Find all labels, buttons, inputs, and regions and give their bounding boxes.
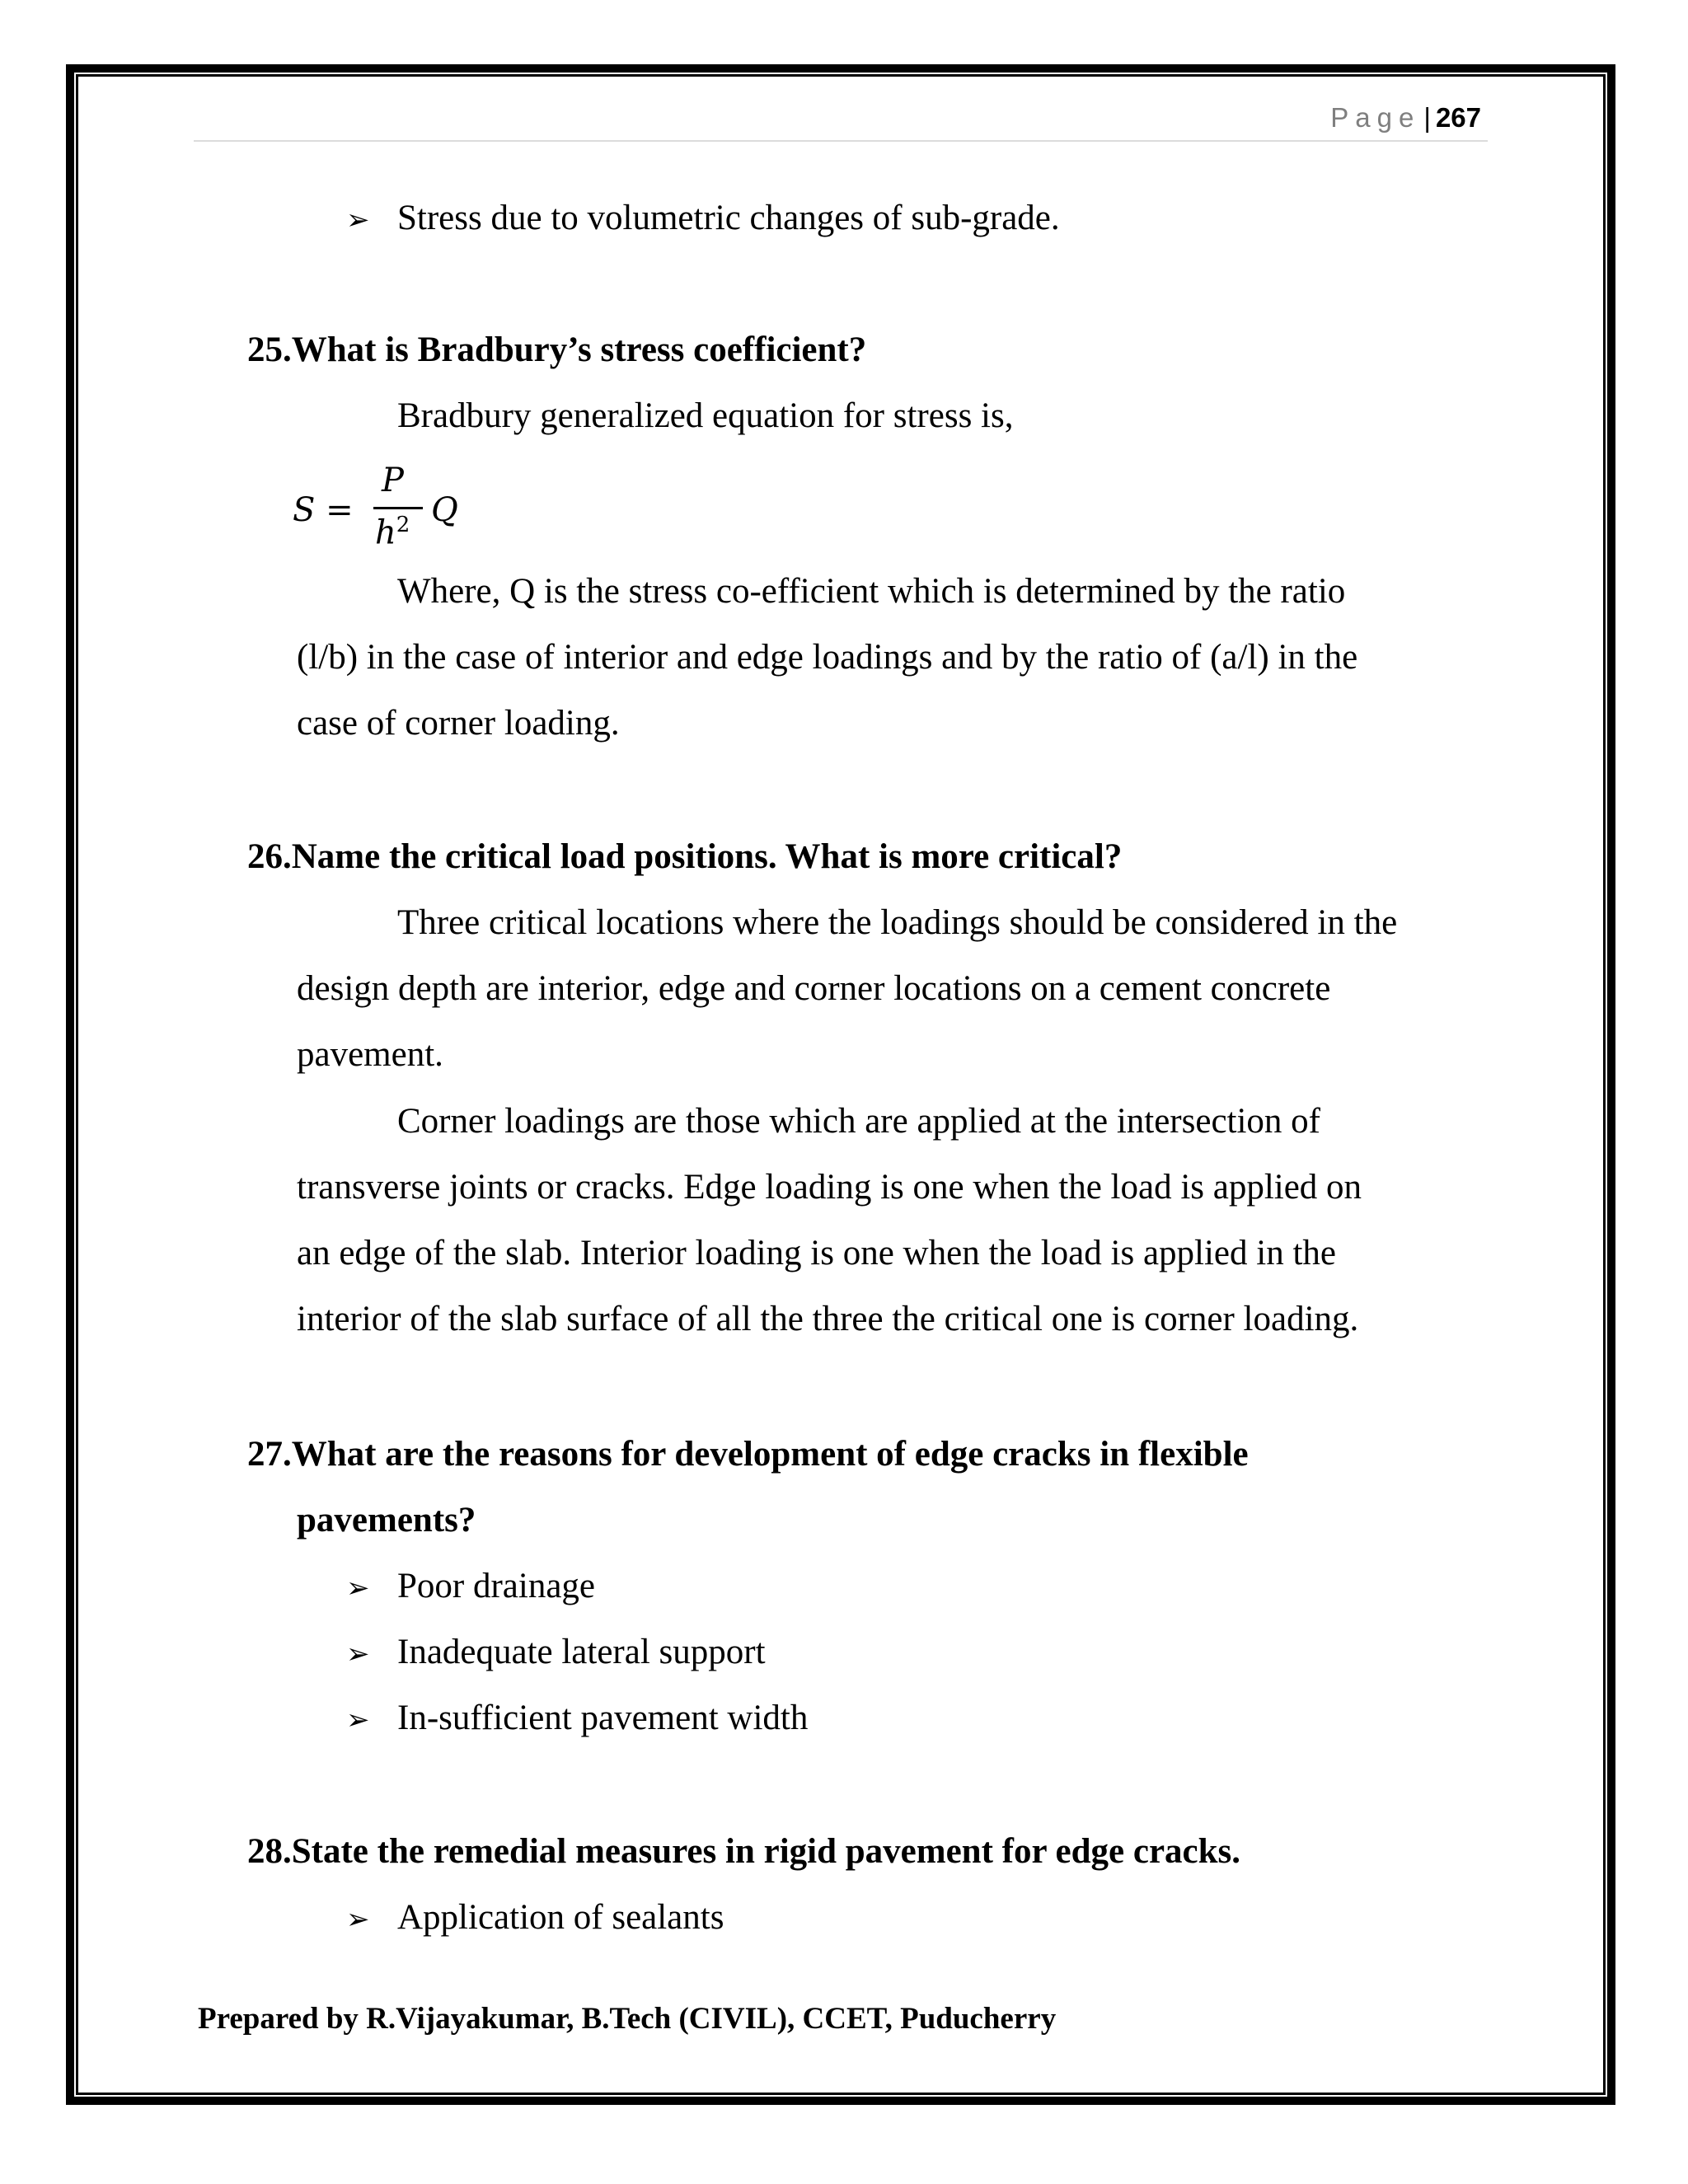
list-item-text: Poor drainage: [397, 1567, 596, 1605]
arrow-bullet-icon: ➢: [346, 1704, 370, 1736]
paragraph-line: Corner loadings are those which are applied at the intersection of: [397, 1102, 1320, 1141]
list-item: [346, 198, 1060, 238]
paragraph-line: transverse joints or cracks. Edge loading is one when the load is applied on: [297, 1168, 1362, 1207]
formula-exponent: 2: [396, 513, 410, 537]
page-header: [194, 97, 1488, 142]
arrow-bullet-icon: ➢: [346, 1903, 370, 1936]
formula-numerator: P: [382, 462, 404, 499]
list-item-text: Stress due to volumetric changes of sub-grade.: [397, 199, 1060, 237]
list-item-text: Inadequate lateral support: [397, 1633, 766, 1671]
page-number: 267: [1435, 102, 1481, 133]
paragraph-line: case of corner loading.: [297, 704, 620, 743]
list-item-text: In-sufficient pavement width: [397, 1699, 809, 1737]
paragraph-line: (l/b) in the case of interior and edge loadings and by the ratio of (a/l) in the: [297, 638, 1358, 677]
question-27-title-cont: pavements?: [297, 1501, 476, 1540]
page-number-block: [1330, 102, 1481, 134]
list-item: [346, 1632, 766, 1672]
page-label: Page: [1330, 102, 1421, 133]
list-item: [346, 1698, 808, 1738]
question-27-title: 27.What are the reasons for development of edge cracks in flexible: [247, 1435, 1249, 1474]
question-28-title: 28.State the remedial measures in rigid pavement for edge cracks.: [247, 1832, 1241, 1871]
list-item-text: Application of sealants: [397, 1898, 724, 1937]
question-25-title: 25.What is Bradbury’s stress coefficient?: [247, 330, 867, 369]
formula-lhs: S =: [293, 491, 354, 529]
formula-factor: Q: [431, 491, 458, 529]
arrow-bullet-icon: ➢: [346, 204, 370, 237]
paragraph-line: design depth are interior, edge and corner locations on a cement concrete: [297, 969, 1331, 1008]
question-26-title: 26.Name the critical load positions. What is more critical?: [247, 837, 1123, 876]
paragraph-line: Three critical locations where the loadings should be considered in the: [397, 903, 1398, 942]
list-item: [346, 1897, 724, 1938]
paragraph-line: interior of the slab surface of all the three the critical one is corner loading.: [297, 1300, 1359, 1338]
page-border-inner: [76, 74, 1606, 2095]
formula-denominator: $h^2$: [375, 513, 410, 552]
paragraph-line: Bradbury generalized equation for stress is,: [397, 396, 1014, 435]
list-item: [346, 1566, 595, 1606]
fraction-bar: [373, 507, 423, 509]
paragraph-line: pavement.: [297, 1035, 443, 1074]
page-separator: |: [1423, 102, 1431, 133]
paragraph-line: an edge of the slab. Interior loading is one when the load is applied in the: [297, 1234, 1336, 1272]
arrow-bullet-icon: ➢: [346, 1572, 370, 1605]
page-footer: Prepared by R.Vijayakumar, B.Tech (CIVIL), CCET, Puducherry: [198, 2002, 1057, 2036]
stress-formula: [293, 462, 507, 560]
paragraph-line: Where, Q is the stress co-efficient which is determined by the ratio: [397, 572, 1346, 611]
arrow-bullet-icon: ➢: [346, 1638, 370, 1671]
